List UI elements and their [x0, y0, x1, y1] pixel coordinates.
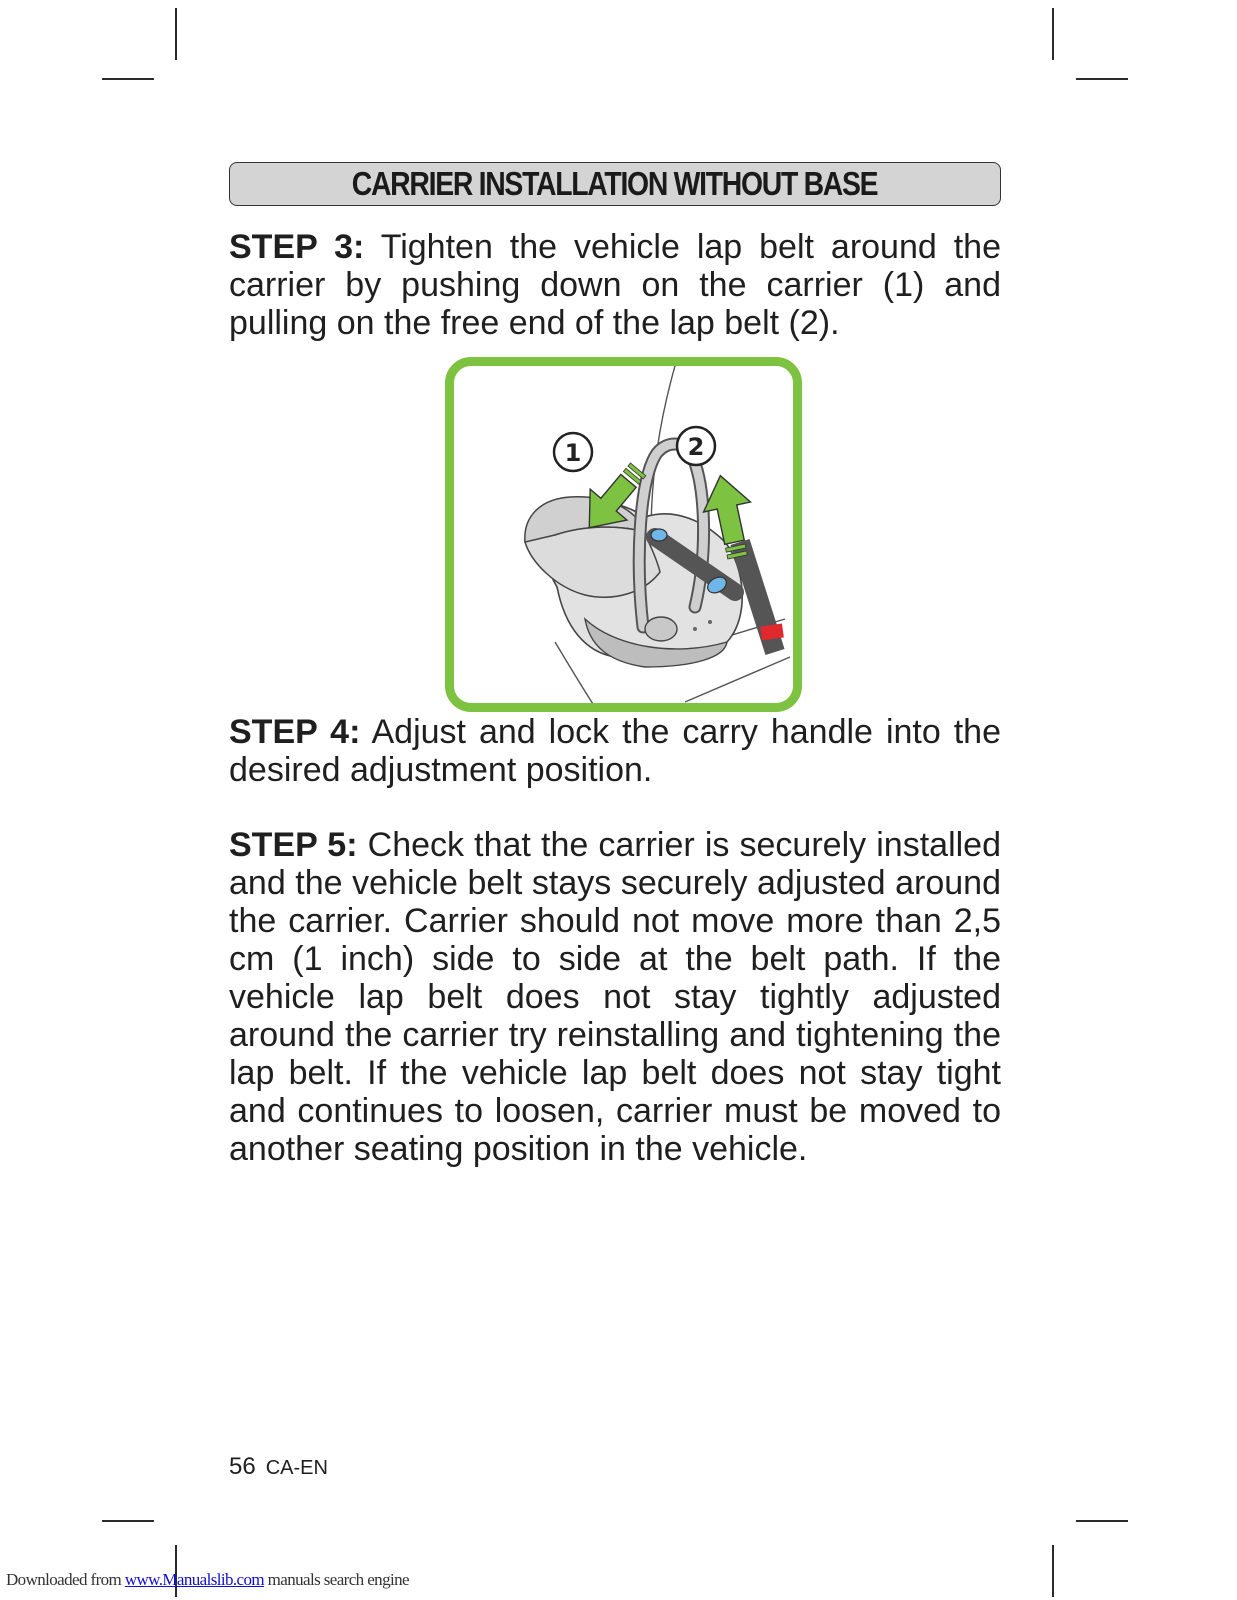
download-note	[6, 1570, 409, 1590]
crop-mark	[1076, 78, 1128, 80]
step-5-text: Check that the carrier is securely installed and the vehicle belt stays securely adjusted around the carrier. Carrier should not move more than 2,5 cm (1 inch) side to side at the belt path. If the vehicle lap belt does not stay tightly adjusted around the carrier try reinstalling and tightening the lap belt. If the vehicle lap belt does not stay tight and continues to loosen, carrier must be moved to another seating position in the vehicle.	[229, 826, 1001, 1168]
marker-1: 1	[564, 439, 582, 467]
step-3-paragraph	[229, 228, 1001, 342]
step-4-label: STEP 4:	[229, 713, 361, 751]
language-code: CA-EN	[265, 1457, 328, 1479]
step-3-text: Tighten the vehicle lap belt around the carrier by pushing down on the carrier (1) and pulling on the free end of the lap belt (2).	[229, 228, 1001, 342]
step-4-paragraph	[229, 713, 1001, 789]
crop-mark	[175, 8, 177, 60]
marker-2: 2	[687, 433, 705, 461]
step-4-text: Adjust and lock the carry handle into the desired adjustment position.	[229, 713, 1001, 789]
step-5-label: STEP 5:	[229, 826, 358, 864]
carrier-illustration-svg	[445, 357, 802, 712]
crop-mark	[102, 1520, 154, 1522]
page-footer	[229, 1453, 328, 1481]
step-3-label: STEP 3:	[229, 228, 365, 266]
download-suffix: manuals search engine	[264, 1570, 409, 1589]
installation-illustration	[445, 357, 802, 712]
crop-mark	[1052, 8, 1054, 60]
crop-mark	[1076, 1520, 1128, 1522]
section-title-box	[229, 162, 1001, 206]
crop-mark	[1052, 1545, 1054, 1597]
page-number: 56	[229, 1453, 256, 1480]
crop-mark	[102, 78, 154, 80]
download-prefix: Downloaded from	[6, 1570, 125, 1589]
manualslib-link[interactable]: www.Manualslib.com	[124, 1570, 265, 1589]
step-5-paragraph	[229, 826, 1001, 1168]
section-title: CARRIER INSTALLATION WITHOUT BASE	[352, 165, 878, 202]
